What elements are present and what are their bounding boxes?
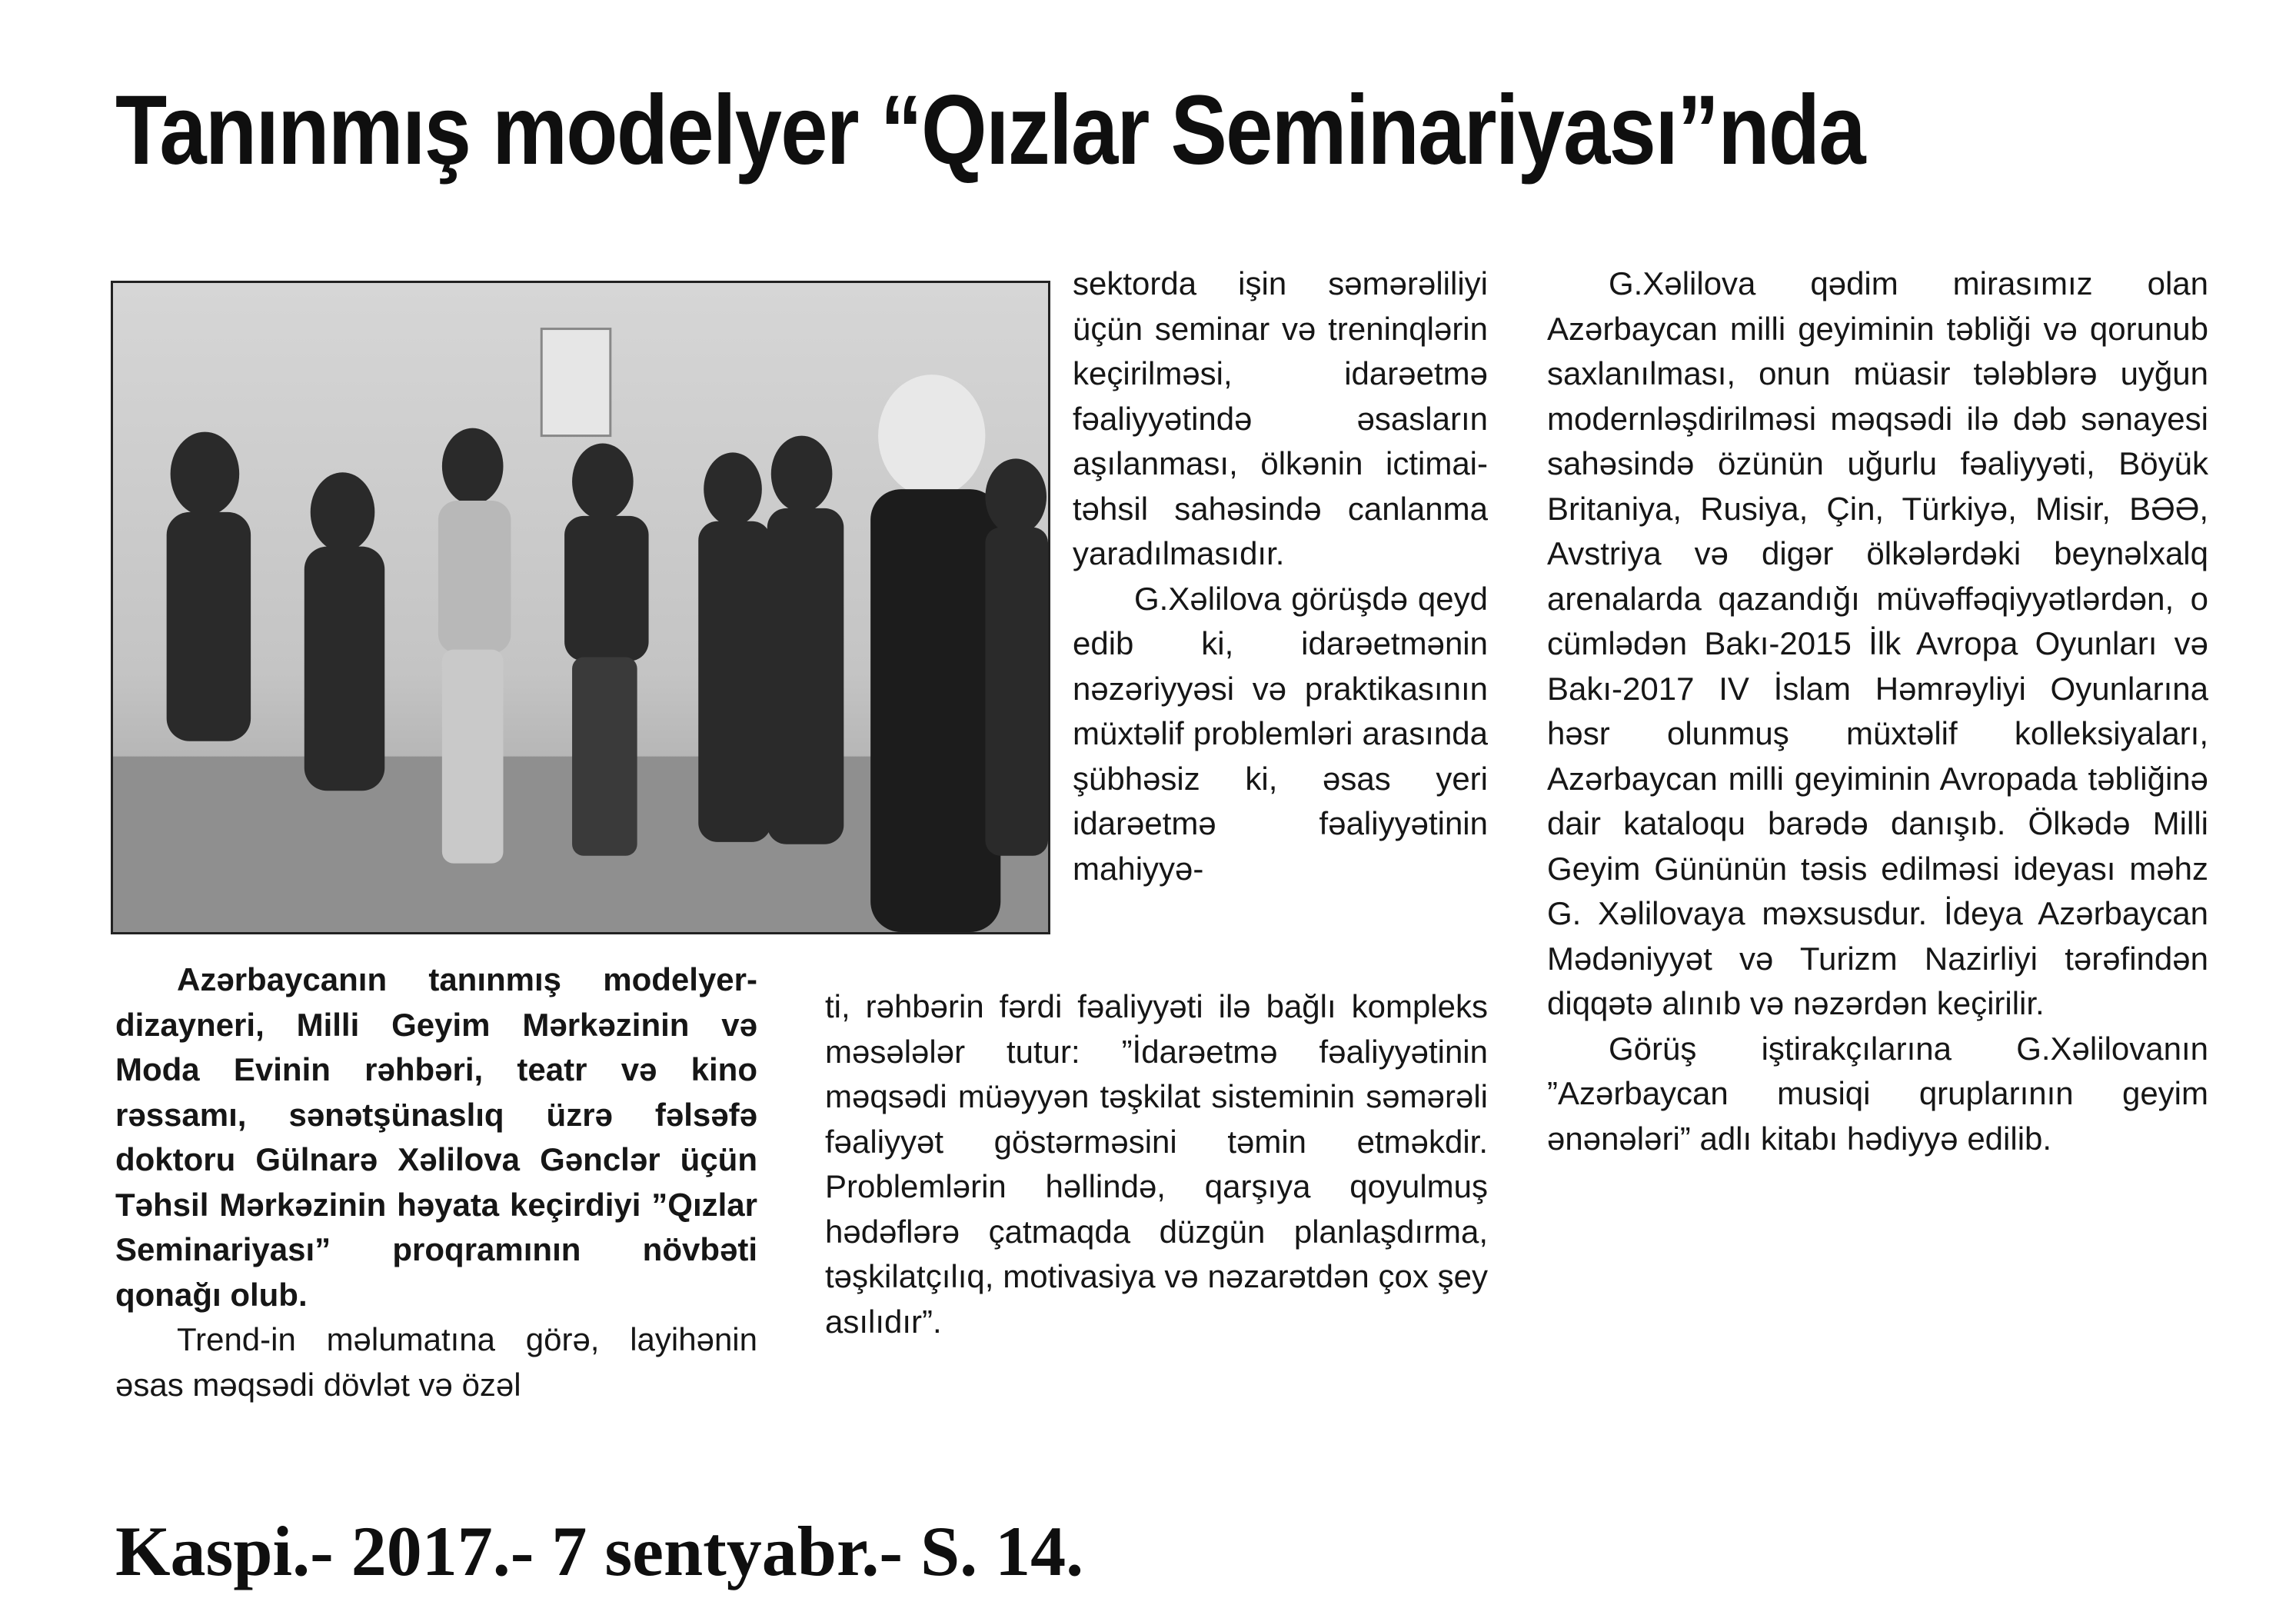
column-3	[1547, 261, 2208, 1161]
source-citation: Kaspi.- 2017.- 7 sentyabr.- S. 14.	[115, 1512, 1084, 1590]
column-2-lower	[825, 984, 1488, 1344]
column-1-paragraph: Trend-in məlumatına görə, layihənin əsas məqsədi dövlət və özəl	[115, 1321, 757, 1403]
column-3-paragraph-2: Görüş iştirakçılarına G.Xəlilovanın ”Azərbaycan musiqi qruplarının geyim ənənələri” adlı kitabı hədiyyə edilib.	[1547, 1030, 2208, 1157]
article-photo	[111, 281, 1050, 934]
column-2-upper	[1073, 261, 1488, 891]
column-2-top-paragraph: sektorda işin səmərəliliyi üçün seminar və treninqlərin keçirilməsi, idarəetmə fəaliyyətində əsasların aşılanması, ölkənin ictimai-təhsil sahəsində canlanma yaradılmasıdır.	[1073, 265, 1488, 571]
article-headline: Tanınmış modelyer “Qızlar Seminariyası”nda	[115, 75, 1865, 185]
column-3-paragraph-1: G.Xəlilova qədim mirasımız olan Azərbaycan milli geyiminin təbliği və qorunub saxlanılması, onun müasir tələblərə uyğun modernləşdirilməsi məqsədi ilə dəb sənayesi sahəsində özünün uğurlu fəaliyyəti, Böyük Britaniya, Rusiya, Çin, Türkiyə, Misir, BƏƏ, Avstriya və digər ölkələrdəki beynəlxalq arenalarda qazandığı müvəffəqiyyətlərdən, o cümlədən Bakı-2015 İlk Avropa Oyunları və Bakı-2017 IV İslam Həmrəyliyi Oyunlarına həsr olunmuş müxtəlif kolleksiyaları, Azərbaycan milli geyiminin Avropada təbliğinə dair kataloqu barədə danışıb. Ölkədə Milli Geyim Gününün təsis edilməsi ideyası məhz G. Xəlilovaya məxsusdur. İdeya Azərbaycan Mədəniyyət və Turizm Nazirliyi tərəfindən diqqətə alınıb və nəzərdən keçirilir.	[1547, 265, 2208, 1021]
column-1	[115, 957, 757, 1407]
column-2-continuation: ti, rəhbərin fərdi fəaliyyəti ilə bağlı kompleks məsələlər tutur: ”İdarəetmə fəaliyyətinin məqsədi müəyyən təşkilat sisteminin səmərəli fəaliyyət göstərməsini təmin etməkdir. Problemlərin həllində, qarşıya qoyulmuş hədəflərə çatmaqda düzgün planlaşdırma, təşkilatçılıq, motivasiya və nəzarətdən çox şey asılıdır”.	[825, 988, 1488, 1340]
photo-image-icon	[113, 283, 1048, 932]
column-2-second-paragraph: G.Xəlilova görüşdə qeyd edib ki, idarəetmənin nəzəriyyəsi və praktikasının müxtəlif problemləri arasında şübhəsiz ki, əsas yeri idarəetmə fəaliyyətinin mahiyyə-	[1073, 580, 1488, 887]
lead-paragraph: Azərbaycanın tanınmış modelyer-dizayneri, Milli Geyim Mərkəzinin və Moda Evinin rəhbəri, teatr və kino rəssamı, sənətşünaslıq üzrə fəlsəfə doktoru Gülnarə Xəlilova Gənclər üçün Təhsil Mərkəzinin həyata keçirdiyi ”Qızlar Seminariyası” proqramının növbəti qonağı olub.	[115, 961, 757, 1313]
